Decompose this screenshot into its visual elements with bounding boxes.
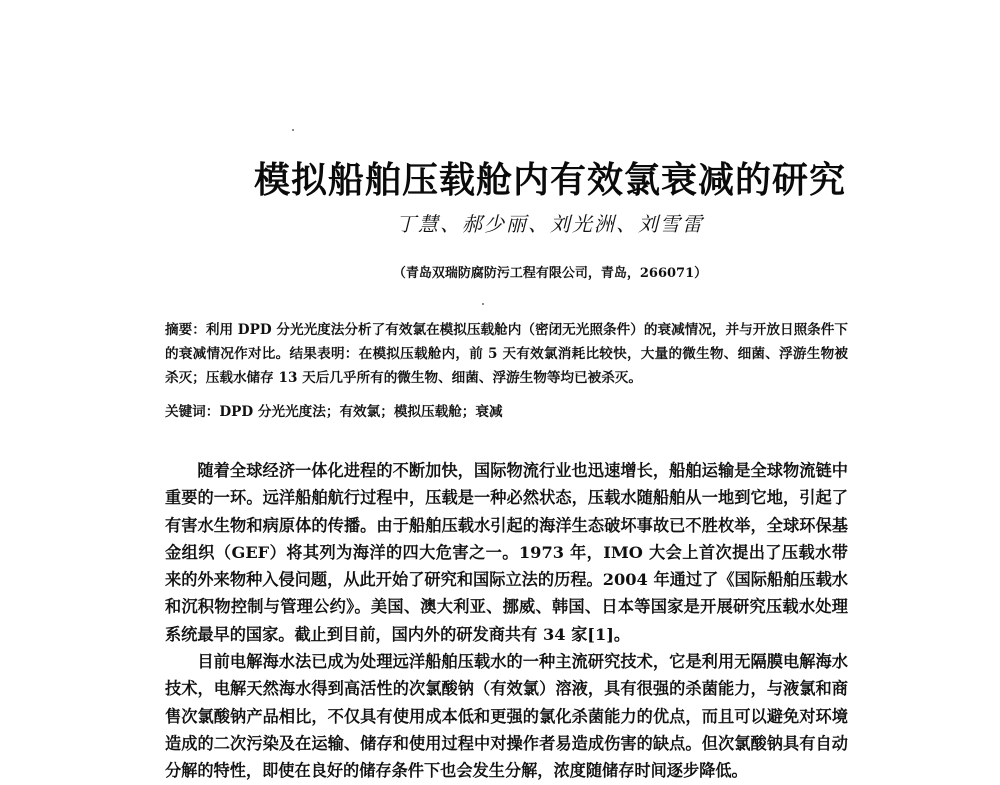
scan-speck [482,303,484,305]
body-paragraph: 目前电解海水法已成为处理远洋船舶压载水的一种主流研究技术，它是利用无隔膜电解海水技术，电解天然海水得到高活性的次氯酸钠（有效氯）溶液，具有很强的杀菌能力，与液氯和商售次氯酸钠产品相比，不仅具有使用成本低和更强的氯化杀菌能力的优点，而且可以避免对环境造成的二次污染及在运输、储存和使用过程中对操作者易造成伤害的缺点。但次氯酸钠具有自动分解的特性，即使在良好的储存条件下也会发生分解，浓度随储存时间逐步降低。 [165,652,848,781]
affiliation: （青岛双瑞防腐防污工程有限公司，青岛，266071） [392,266,708,281]
author-list: 丁慧、郝少丽、刘光洲、刘雪雷 [396,212,704,236]
body-paragraph: 随着全球经济一体化进程的不断加快，国际物流行业也迅速增长，船舶运输是全球物流链中重要的一环。远洋船舶航行过程中，压载是一种必然状态，压载水随船舶从一地到它地，引起了有害水生物和病原体的传播。由于船舶压载水引起的海洋生态破坏事故已不胜枚举，全球环保基金组织（GEF）将其列为海洋的四大危害之一。1973 年，IMO 大会上首次提出了压载水带来的外来物种入侵问题，从此开始了研究和国际立法的历程。2004 年通过了《国际船舶压载水和沉积物控制与管理公约》。美国、澳大利亚、挪威、韩国、日本等国家是开展研究压载水处理系统最早的国家。截止到目前，国内外的研发商共有 34 家[1]。 [165,461,848,644]
body-text [165,457,848,785]
abstract: 摘要：利用 DPD 分光光度法分析了有效氯在模拟压载舱内（密闭无光照条件）的衰减情况，并与开放日照条件下的衰减情况作对比。结果表明：在模拟压载舱内，前 5 天有效氯消耗比较快，大量的微生物、细菌、浮游生物被杀灭；压载水储存 13 天后几乎所有的微生物、细菌、浮游生物等均已被杀灭。 [165,322,848,386]
keywords: 关键词：DPD 分光光度法；有效氯；模拟压载舱；衰减 [165,404,503,420]
paper-title: 模拟船舶压载舱内有效氯衰减的研究 [253,160,846,201]
scan-speck [292,129,294,131]
